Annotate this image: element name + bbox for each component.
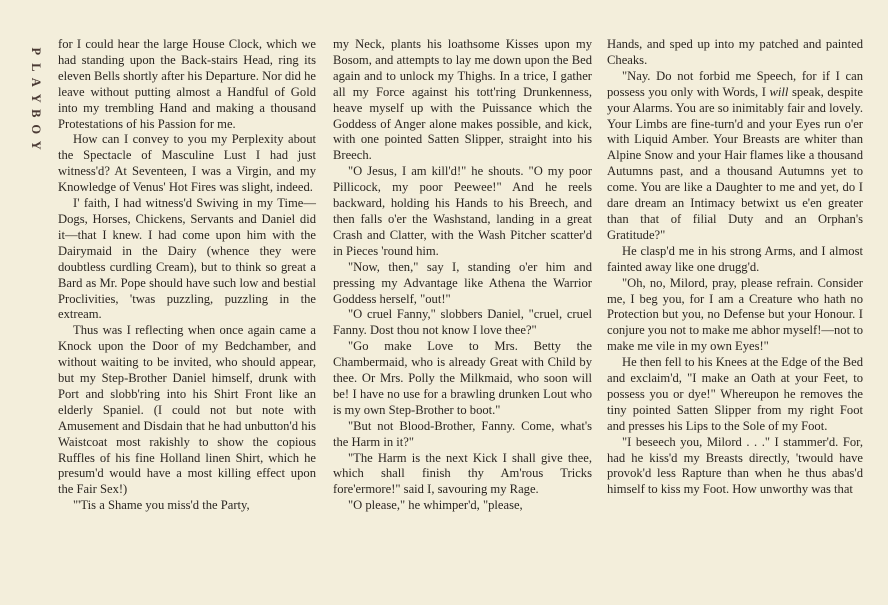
paragraph: I' faith, I had witness'd Swiving in my Time—Dogs, Horses, Chickens, Servants and Daniel did it—that I knew. I had come upon him with the Dairymaid in the Dairy (whence they were doubtless curdling Cream), but to think so great a Bard as Mr. Pope should have such low and bestial Proclivities, 'twas puzzling, puzzling in the extream. — [58, 196, 316, 322]
running-head — [22, 44, 46, 153]
paragraph: for I could hear the large House Clock, which we had standing upon the Back-stairs Head, ring its eleven Bells shortly after his Departure. Nor did he leave without putting almost a Handful of Gold into my trembling Hand and making a thousand Protestations of his Passion for me. — [58, 37, 316, 131]
paragraph: Hands, and sped up into my patched and painted Cheaks. — [607, 37, 863, 67]
paragraph: How can I convey to you my Perplexity about the Spectacle of Masculine Lust I had just witness'd? At Seventeen, I was a Virgin, and my Knowledge of Venus' Hot Fires was slight, indeed. — [58, 132, 316, 195]
running-head-letter: B — [28, 109, 43, 119]
paragraph: "'Tis a Shame you miss'd the Party, — [73, 498, 250, 513]
paragraph: "But not Blood-Brother, Fanny. Come, what's the Harm in it?" — [333, 418, 592, 449]
paragraph: "Go make Love to Mrs. Betty the Chambermaid, who is already Great with Child by thee. Or Mrs. Polly the Milkmaid, who soon will be! I have no use for a brawling drunken Lout who is my own Step-Brother to boot." — [333, 339, 592, 417]
paragraph: "I beseech you, Milord . . ." I stammer'd. For, had he kiss'd my Breasts directly, 'twould have provok'd less Rapture than when he thus abas'd himself to kiss my Foot. How unworthy was that — [607, 434, 863, 497]
running-head-letter: P — [28, 47, 43, 57]
paragraph-text: "Nay. Do not forbid me Speech, for if I can possess you only with Words, I — [607, 68, 863, 99]
paragraph — [607, 69, 863, 244]
paragraph: Thus was I reflecting when once again came a Knock upon the Door of my Bedchamber, and without waiting to be invited, who should appear, but my Step-Brother Daniel himself, drunk with Port and slobb'ring into his Shirt Front like an elderly Spaniel. (I could not but note with Amusement and Disdain that he had unbutton'd his Waistcoat most rakishly to show the copious Ruffles of his fine Holland linen Shirt, which he presum'd would have a most killing effect upon the Fair Sex!) — [58, 323, 316, 497]
paragraph-text: speak, despite your Alarms. You are so inimitably fair and lovely. Your Limbs are fine-turn'd and your Eyes run o'er with Liquid Amber. Your Breasts are whiter than Alpine Snow and your Hair flames like a thousand Autumns past, and a thousand Autumns yet to come. You are like a Daughter to me and yet, do I dare dream an Intimacy betwixt us e'en greater than that of filial Duty and an Orphan's Gratitude?" — [607, 84, 863, 242]
paragraph: "The Harm is the next Kick I shall give thee, which shall finish thy Am'rous Tricks fore'ermore!" said I, savouring my Rage. — [333, 450, 592, 497]
paragraph: "Oh, no, Milord, pray, please refrain. Consider me, I beg you, for I am a Creature who hath no Protection but you, no Defense but your Honour. I conjure you not to make me abhor myself!—not to make me vile in my own Eyes!" — [607, 275, 864, 354]
text-column-right — [607, 37, 863, 498]
paragraph: "O cruel Fanny," slobbers Daniel, "cruel, cruel Fanny. Dost thou not know I love thee?" — [333, 307, 592, 338]
paragraph: He clasp'd me in his strong Arms, and I almost fainted away like one drugg'd. — [607, 243, 863, 274]
text-column-middle — [333, 37, 592, 514]
paragraph: my Neck, plants his loathsome Kisses upon my Bosom, and attempts to lay me down upon the Bed again and to unlock my Thighs. In a trice, I gather all my Force against his tott'ring Drunkenness, heave myself up with the Puissance which the Goddess of Anger alone makes possible, and kick, with one pointed Satten Slipper, straight into his Breech. — [333, 37, 592, 163]
running-head-letter: O — [28, 124, 43, 136]
paragraph: "Now, then," say I, standing o'er him and pressing my Advantage like Athena the Warrior Goddess herself, "out!" — [333, 259, 592, 306]
paragraph: "O please," he whimper'd, "please, — [348, 498, 523, 513]
paragraph: "O Jesus, I am kill'd!" he shouts. "O my poor Pillicock, my poor Peewee!" And he reels backward, holding his Hands to his Breech, and then falls o'er the Washstand, landing in a great Crash and Clatter, with the Wash Pitcher scatter'd in Pieces 'round him. — [333, 164, 592, 258]
emphasis: will — [769, 84, 789, 99]
paragraph: He then fell to his Knees at the Edge of the Bed and exclaim'd, "I make an Oath at your Feet, to possess you or dye!" Whereupon he removes the tiny pointed Satten Slipper from my right Foot and presses his Lips to the Sole of my Foot. — [607, 355, 863, 433]
running-head-letter: L — [28, 62, 43, 73]
running-head-letter: A — [28, 77, 43, 88]
text-column-left — [58, 37, 316, 514]
running-head-letter: Y — [28, 140, 43, 151]
running-head-letter: Y — [28, 93, 43, 104]
